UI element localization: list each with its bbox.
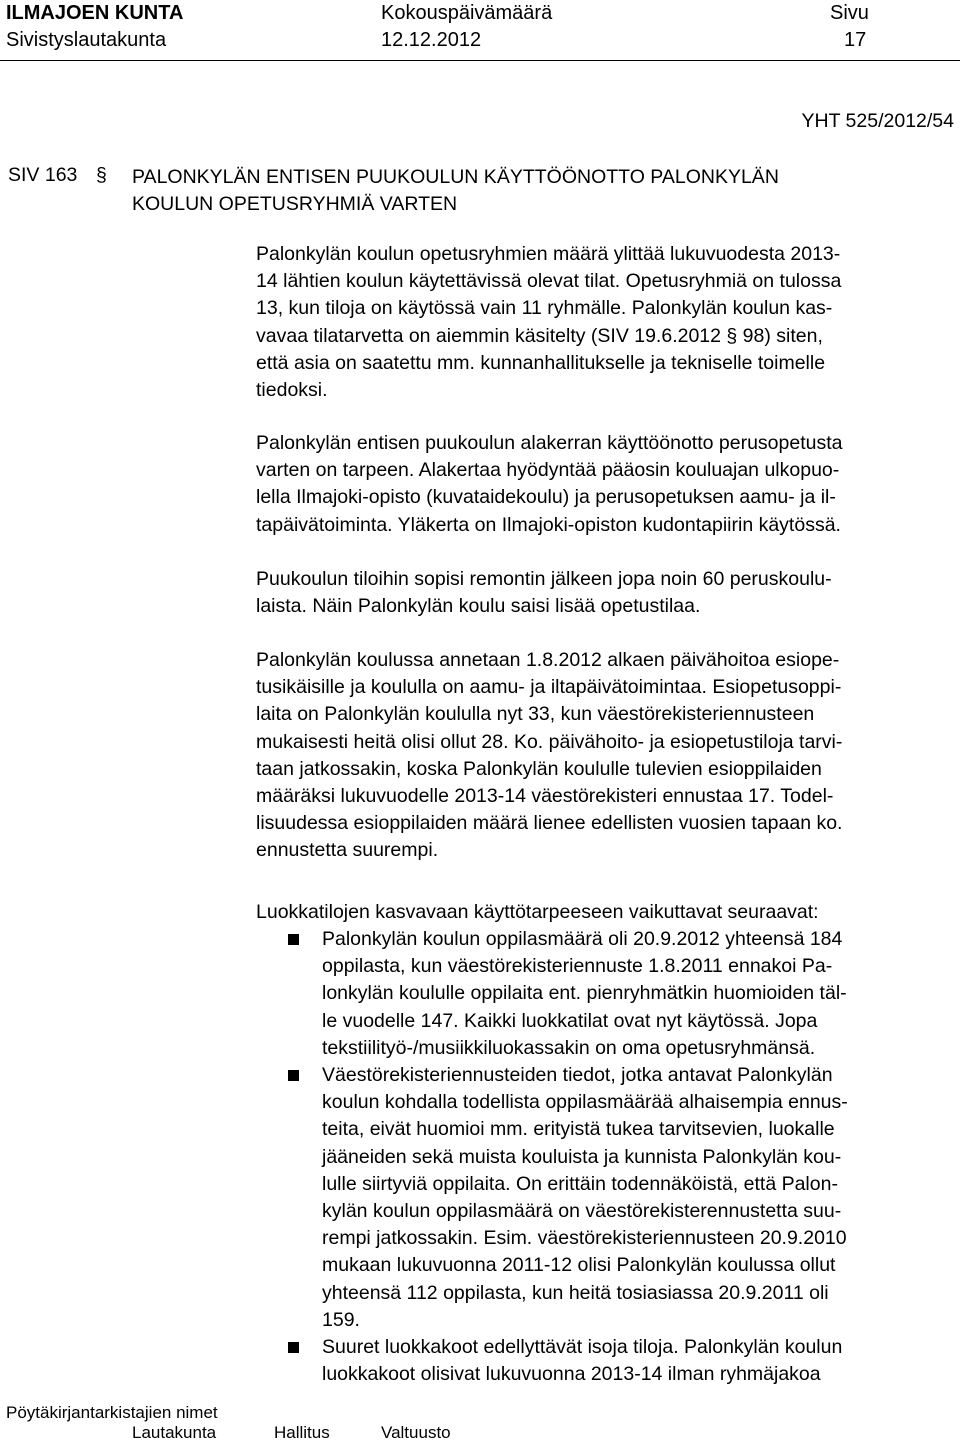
text-line: laita on Palonkylän koululla nyt 33, kun väestörekisteriennusteen [256,703,815,726]
document-header-page [830,0,869,54]
square-bullet-icon [288,1342,299,1353]
document-header-date [381,0,552,54]
section-title [132,164,932,218]
text-line: laista. Näin Palonkylän koulu saisi lisää opetustilaa. [256,595,701,618]
text-line: tapäivätoiminta. Yläkerta on Ilmajoki-opiston kudontapiirin käytössä. [256,513,841,536]
page-number: 17 [844,29,867,51]
paragraph-1 [256,241,956,404]
text-line: Palonkylän entisen puukoulun alakerran käyttöönotto perusopetusta [256,432,843,454]
text-line: teita, eivät huomioi mm. erityistä tukea tarvitsevien, luokalle [322,1118,835,1141]
text-line: le vuodelle 147. Kaikki luokkatilat ovat nyt käytössä. Jopa [322,1009,818,1032]
text-line: Palonkylän koulun opetusryhmien määrä ylittää lukuvuodesta 2013- [256,243,841,265]
document-header-left [6,0,183,54]
text-line: koulun kohdalla todellista oppilasmäärää alhaisempia ennus- [322,1091,848,1114]
square-bullet-icon [288,1070,299,1081]
municipality-name: ILMAJOEN KUNTA [6,2,184,24]
bullet-list [256,899,956,1386]
text-line: yhteensä 112 oppilasta, kun heitä tosiasiassa 20.9.2011 oli [322,1281,829,1304]
text-line: ennustetta suurempi. [256,839,439,862]
paragraph-4 [256,647,956,865]
page-label: Sivu [830,2,869,24]
section-number: SIV 163 [8,164,78,186]
text-line: tekstiilityö-/musiikkiluokassakin on oma opetusryhmänsä. [322,1036,816,1059]
section-sign: § [96,164,107,186]
text-line: oppilasta, kun väestörekisteriennuste 1.8.2011 ennakoi Pa- [322,955,833,978]
text-line: lisuudessa esioppilaiden määrä lienee edellisten vuosien tapaan ko. [256,812,843,835]
text-line: lella Ilmajoki-opisto (kuvataidekoulu) ja perusopetuksen aamu- ja il- [256,486,836,509]
text-line: Palonkylän koulussa annetaan 1.8.2012 alkaen päivähoitoa esiope- [256,649,840,671]
text-line: 13, kun tiloja on käytössä vain 11 ryhmälle. Palonkylän koulun kas- [256,297,833,320]
section-title-line: KOULUN OPETUSRYHMIÄ VARTEN [132,193,458,215]
text-line: mukaan lukuvuonna 2011-12 olisi Palonkylän koulussa ollut [322,1254,836,1277]
board-name: Sivistyslautakunta [6,29,167,51]
paragraph-3 [256,566,956,620]
paragraph-2 [256,430,956,539]
signatory-board: Lautakunta [132,1423,217,1442]
header-divider [0,60,960,61]
text-line: että asia on saatettu mm. kunnanhallitukselle ja tekniselle toimelle [256,351,826,374]
reference-number: YHT 525/2012/54 [801,110,954,132]
text-line: taan jatkossakin, koska Palonkylän koululle tulevien esioppilaiden [256,757,822,780]
text-line: määräksi lukuvuodelle 2013-14 väestörekisteri ennustaa 17. Todel- [256,785,834,808]
signatory-council: Valtuusto [381,1423,451,1442]
text-line: kylän koulun oppilasmäärä on väestörekisterennustetta suu- [322,1200,842,1223]
signatory-government: Hallitus [274,1423,330,1442]
text-line: tiedoksi. [256,379,328,402]
signatory-row [6,1423,451,1443]
signature-footer [6,1403,451,1443]
text-line: lonkylän koululle oppilaita ent. pienryhmätkin huomioiden täl- [322,982,847,1005]
text-line: rempi jatkossakin. Esim. väestörekisteriennusteen 20.9.2010 [322,1227,847,1250]
text-line: Väestörekisteriennusteiden tiedot, jotka antavat Palonkylän [322,1064,833,1086]
text-line: Suuret luokkakoot edellyttävät isoja tiloja. Palonkylän koulun [322,1336,843,1358]
text-line: 14 lähtien koulun käytettävissä olevat tilat. Opetusryhmiä on tulossa [256,270,842,293]
text-line: Palonkylän koulun oppilasmäärä oli 20.9.2012 yhteensä 184 [322,928,843,950]
date-label: Kokouspäivämäärä [381,2,553,24]
text-line: tusikäisille ja koululla on aamu- ja iltapäivätoimintaa. Esiopetusoppi- [256,676,842,699]
square-bullet-icon [288,934,299,945]
meeting-date: 12.12.2012 [381,29,482,51]
text-line: Puukoulun tiloihin sopisi remontin jälkeen jopa noin 60 peruskoulu- [256,568,832,590]
text-line: luokkakoot olisivat lukuvuonna 2013-14 ilman ryhmäjakoa [322,1363,821,1386]
text-line: mukaisesti heitä olisi ollut 28. Ko. päivähoito- ja esiopetustiloja tarvi- [256,730,843,753]
list-intro: Luokkatilojen kasvavaan käyttötarpeeseen vaikuttavat seuraavat: [256,901,819,923]
text-line: jääneiden sekä muista kouluista ja kunnista Palonkylän kou- [322,1145,842,1168]
section-title-line: PALONKYLÄN ENTISEN PUUKOULUN KÄYTTÖÖNOTTO PALONKYLÄN [132,166,779,188]
text-line: 159. [322,1308,360,1331]
footer-label: Pöytäkirjantarkistajien nimet [6,1403,218,1422]
text-line: vavaa tilatarvetta on aiemmin käsitelty (SIV 19.6.2012 § 98) siten, [256,324,823,347]
text-line: lulle siirtyviä oppilaita. On erittäin todennäköistä, että Palon- [322,1172,838,1195]
text-line: varten on tarpeen. Alakertaa hyödyntää pääosin kouluajan ulkopuo- [256,459,840,482]
